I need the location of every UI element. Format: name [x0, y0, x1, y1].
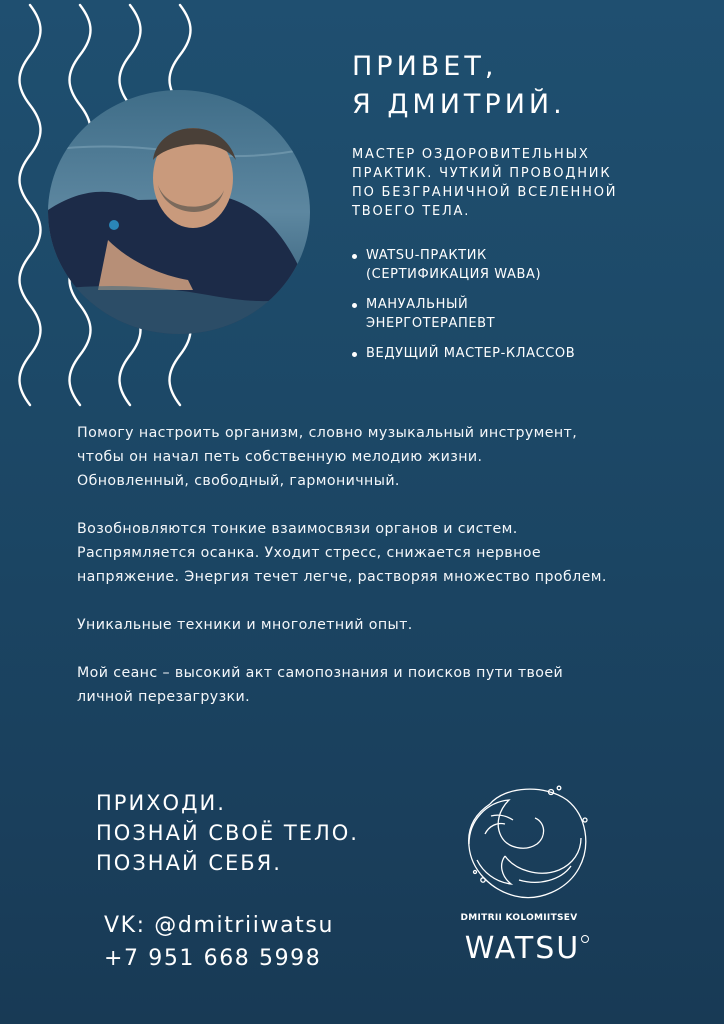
call-to-action: ПРИХОДИ. ПОЗНАЙ СВОЁ ТЕЛО. ПОЗНАЙ СЕБЯ.: [96, 791, 359, 875]
wave-line-1: [20, 5, 41, 405]
paragraph: Помогу настроить организм, словно музыкальный инструмент, чтобы он начал петь собственную мелодию жизни. Обновленный, свободный, гармоничный.: [77, 425, 578, 489]
credential-item: WATSU-ПРАКТИК (СЕРТИФИКАЦИЯ WABA): [348, 246, 708, 284]
intro-text: [352, 145, 702, 221]
watsu-logo-icon: [455, 780, 605, 910]
title-line: Я ДМИТРИЙ.: [352, 89, 566, 120]
intro-line: МАСТЕР ОЗДОРОВИТЕЛЬНЫХ: [352, 147, 590, 162]
contacts: [104, 909, 334, 975]
ring-icon: [581, 935, 589, 943]
bullet-dot-icon: [352, 254, 357, 259]
intro-line: ТВОЕГО ТЕЛА.: [352, 204, 471, 219]
vk-contact[interactable]: VK: @dmitriiwatsu: [104, 913, 334, 938]
bullet-dot-icon: [352, 352, 357, 357]
credential-item: ВЕДУЩИЙ МАСТЕР-КЛАССОВ: [348, 344, 708, 363]
intro-line: ПРАКТИК. ЧУТКИЙ ПРОВОДНИК: [352, 166, 612, 181]
bullet-dot-icon: [352, 303, 357, 308]
description: [77, 421, 697, 733]
page-title: [352, 48, 566, 124]
logo-brand: [452, 929, 602, 969]
credential-item: МАНУАЛЬНЫЙ ЭНЕРГОТЕРАПЕВТ: [348, 295, 708, 333]
portrait-photo: [48, 90, 310, 334]
credentials-list: [348, 246, 708, 374]
paragraph: Уникальные техники и многолетний опыт.: [77, 617, 413, 633]
phone-number[interactable]: +7 951 668 5998: [104, 946, 322, 971]
intro-line: ПО БЕЗГРАНИЧНОЙ ВСЕЛЕННОЙ: [352, 185, 618, 200]
logo-name: DMITRII KOLOMIITSEV: [460, 913, 578, 923]
title-line: ПРИВЕТ,: [352, 51, 498, 82]
paragraph: Возобновляются тонкие взаимосвязи органов и систем. Распрямляется осанка. Уходит стресс, снижается нервное напряжение. Энергия течет легче, растворяя множество проблем.: [77, 521, 607, 585]
paragraph: Мой сеанс – высокий акт самопознания и поисков пути твоей личной перезагрузки.: [77, 665, 564, 705]
logo-brand-text: WATSU: [464, 931, 581, 966]
